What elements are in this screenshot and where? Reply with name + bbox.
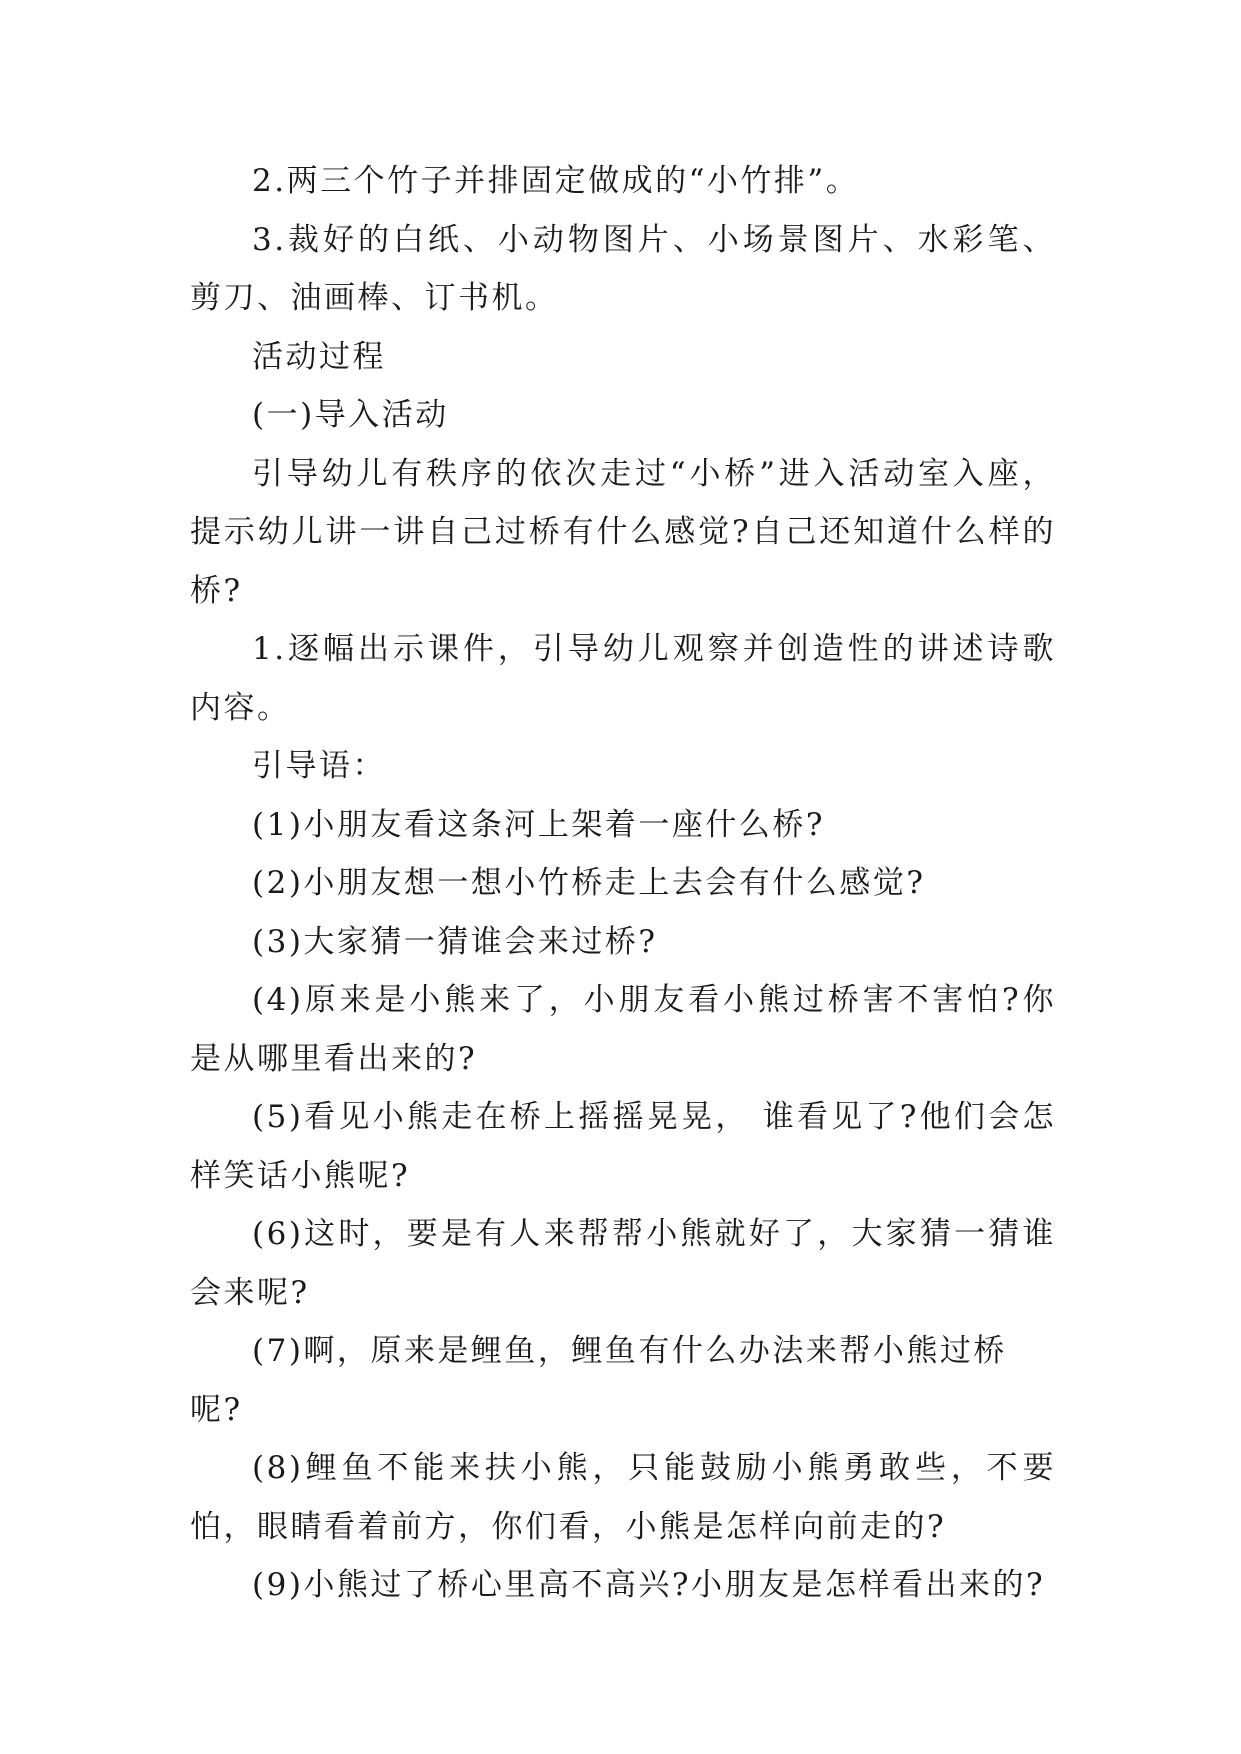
- guide-question-9: (9)小熊过了桥心里高不高兴?小朋友是怎样看出来的?: [252, 1567, 1046, 1603]
- guide-question-2: (2)小朋友想一想小竹桥走上去会有什么感觉?: [252, 865, 926, 901]
- step-1-paragraph: 1.逐幅出示课件，引导幼儿观察并创造性的讲述诗歌内容。: [190, 631, 1056, 726]
- guide-label: 引导语：: [252, 748, 386, 784]
- guide-question-5: (5)看见小熊走在桥上摇摇晃晃， 谁看见了?他们会怎样笑话小熊呢?: [190, 1099, 1056, 1194]
- material-item-2: 2.两三个竹子并排固定做成的“小竹排”。: [252, 163, 860, 199]
- intro-paragraph: 引导幼儿有秩序的依次走过“小桥”进入活动室入座，提示幼儿讲一讲自己过桥有什么感觉?自己还知道什么样的桥?: [190, 455, 1056, 609]
- guide-question-6: (6)这时，要是有人来帮帮小熊就好了，大家猜一猜谁会来呢?: [190, 1216, 1056, 1311]
- subsection-heading-intro: (一)导入活动: [252, 397, 449, 433]
- material-item-3: 3.裁好的白纸、小动物图片、小场景图片、水彩笔、剪刀、油画棒、订书机。: [190, 221, 1056, 316]
- guide-question-8: (8)鲤鱼不能来扶小熊，只能鼓励小熊勇敢些，不要怕，眼睛看着前方，你们看，小熊是怎样向前走的?: [190, 1450, 1056, 1545]
- section-heading-activity-process: 活动过程: [252, 338, 386, 375]
- guide-question-1: (1)小朋友看这条河上架着一座什么桥?: [252, 806, 826, 843]
- document-body: [190, 152, 1056, 1615]
- guide-question-7: (7)啊，原来是鲤鱼，鲤鱼有什么办法来帮小熊过桥呢?: [190, 1333, 1007, 1428]
- guide-question-3: (3)大家猜一猜谁会来过桥?: [252, 923, 658, 960]
- guide-question-4: (4)原来是小熊来了，小朋友看小熊过桥害不害怕?你是从哪里看出来的?: [190, 982, 1056, 1077]
